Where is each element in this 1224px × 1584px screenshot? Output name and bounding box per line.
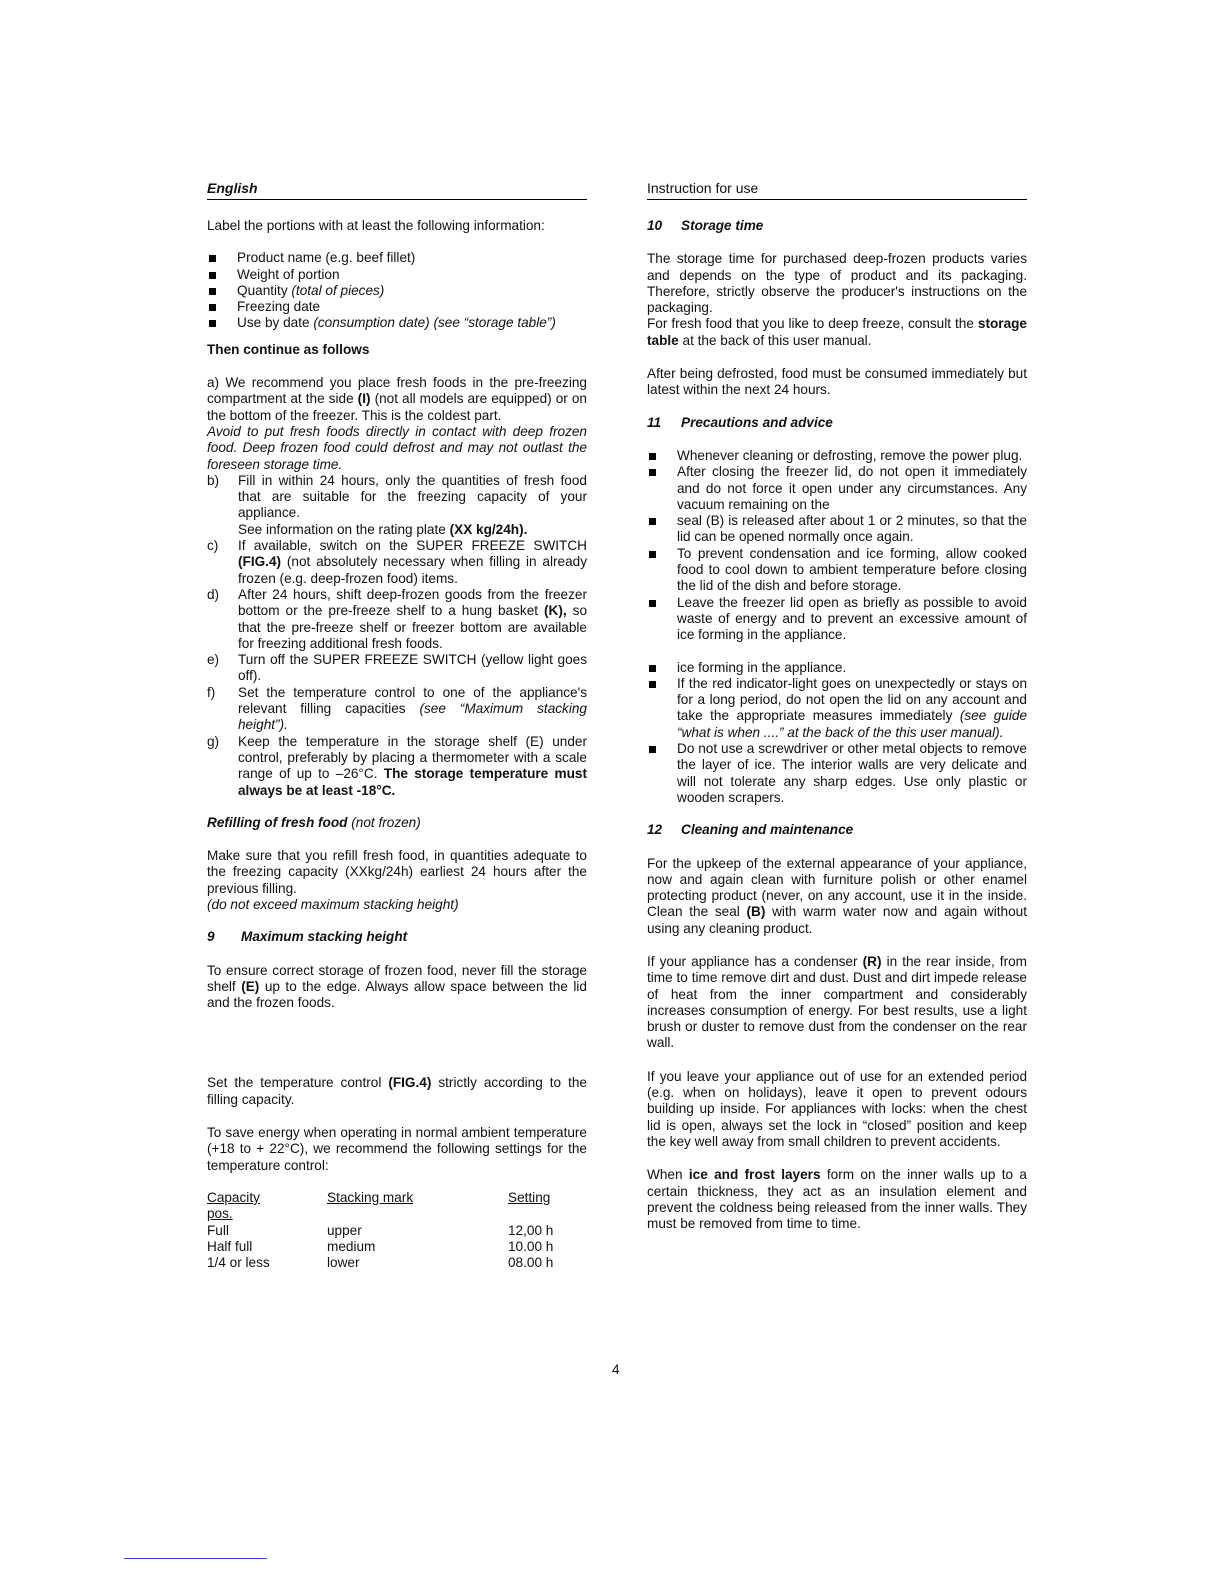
label-intro: Label the portions with at least the following information: (207, 218, 545, 233)
step-b: b) Fill in within 24 hours, only the quantities of fresh food that are suitable for the freezing capacity of your appliance. See information on the rating plate (XX kg/24h). (207, 472, 587, 537)
footnote-divider (124, 1558, 267, 1559)
continue-heading: Then continue as follows (207, 341, 370, 357)
section-11-heading: 11 Precautions and advice (647, 414, 833, 430)
refill-note: (do not exceed maximum stacking height) (207, 896, 459, 912)
temp-control-text: Set the temperature control (FIG.4) strictly according to the filling capacity. (207, 1075, 587, 1107)
table-cell: upper (327, 1222, 362, 1238)
table-cell: 10.00 h (508, 1238, 554, 1254)
list-item: Weight of portion (207, 267, 587, 283)
table-header: Capacity pos. (207, 1189, 260, 1222)
table-cell: 1/4 or less (207, 1255, 270, 1271)
left-column (207, 180, 587, 1271)
section-12-condenser: If your appliance has a condenser (R) in the rear inside, from time to time remove dirt and dust. Dust and dirt impede release of heat from the inner compartment and considerably increases consumption of energy. For best results, use a light brush or duster to remove dust from the condenser on the rear wall. (647, 953, 1027, 1051)
table-cell: Full (207, 1222, 229, 1238)
step-e: e) Turn off the SUPER FREEZE SWITCH (yellow light goes off). (207, 652, 587, 684)
step-a: a) We recommend you place fresh foods in the pre-freezing compartment at the side (I) (not all models are equipped) or on the bottom of the freezer. This is the coldest part. (207, 375, 587, 423)
right-column (647, 180, 1027, 1232)
step-g: g) Keep the temperature in the storage shelf (E) under control, preferably by placing a thermometer with a scale range of up to –26°C. The storage temperature must always be at least -18°C. (207, 733, 587, 798)
list-item: Whenever cleaning or defrosting, remove the power plug. (647, 448, 1027, 464)
section-10-text: The storage time for purchased deep-frozen products varies and depends on the type of product and its packaging. Therefore, strictly observe the producer's instructions on the packaging. (647, 251, 1027, 316)
capacity-table (207, 1190, 587, 1271)
precautions-list-2 (647, 660, 1027, 807)
list-item: Product name (e.g. beef fillet) (207, 250, 587, 266)
list-item: Use by date (consumption date) (see “storage table”) (207, 315, 587, 331)
section-12-upkeep: For the upkeep of the external appearance of your appliance, now and again clean with furniture polish or other enamel protecting product (never, on any account, use it in the inside. Clean the seal (B) with warm water now and again without using any cleaning product. (647, 855, 1027, 936)
page-number: 4 (612, 1362, 620, 1377)
section-9-heading: 9 Maximum stacking height (207, 929, 408, 945)
table-cell: Half full (207, 1238, 253, 1254)
steps-list (207, 473, 587, 799)
step-d: d) After 24 hours, shift deep-frozen goods from the freezer bottom or the pre-freeze shelf to a hung basket (K), so that the pre-freeze shelf or freezer bottom are available for freezing additional fresh foods. (207, 586, 588, 651)
list-item: Quantity (total of pieces) (207, 283, 587, 299)
section-12-heading: 12 Cleaning and maintenance (647, 822, 854, 838)
refill-text: Make sure that you refill fresh food, in quantities adequate to the freezing capacity (XXkg/24h) earliest 24 hours after the previous filling. (207, 848, 587, 896)
section-12-out-of-use: If you leave your appliance out of use for an extended period (e.g. when on holidays), leave it open to prevent odours building up inside. For appliances with locks: when the chest lid is open, always set the lock in “closed” position and keep the key well away from small children to prevent accidents. (647, 1068, 1027, 1149)
list-item: If the red indicator-light goes on unexpectedly or stays on for a long period, do not open the lid on any account and take the appropriate measures immediately (see guide “what is when ....” at the back of the this user manual). (647, 676, 1027, 741)
energy-text: To save energy when operating in normal ambient temperature (+18 to + 22°C), we recommend the following settings for the temperature control: (207, 1125, 587, 1173)
section-10-storage-table: For fresh food that you like to deep freeze, consult the storage table at the back of this user manual. (647, 316, 1027, 348)
section-12-ice-layers: When ice and frost layers form on the inner walls up to a certain thickness, they act as an insulation element and prevent the coldness being released from the inner walls. They must be removed from time to time. (647, 1167, 1027, 1232)
section-10-heading: 10 Storage time (647, 218, 764, 233)
table-cell: medium (327, 1238, 376, 1254)
table-cell: 12,00 h (508, 1222, 554, 1238)
table-header: Stacking mark (327, 1189, 414, 1205)
header-title: Instruction for use (647, 180, 1027, 200)
precautions-list (647, 448, 1027, 644)
list-item: Do not use a screwdriver or other metal objects to remove the layer of ice. The interior walls are very delicate and will not tolerate any sharp edges. Use only plastic or wooden scrapers. (647, 741, 1027, 806)
list-item: ice forming in the appliance. (647, 660, 1027, 676)
list-item: Freezing date (207, 299, 587, 315)
table-header: Setting (508, 1189, 551, 1205)
step-f: f) Set the temperature control to one of the appliance's relevant filling capacities (see “Maximum stacking height”). (207, 684, 587, 733)
list-item: seal (B) is released after about 1 or 2 minutes, so that the lid can be opened normally once again. (647, 513, 1027, 546)
list-item: To prevent condensation and ice forming, allow cooked food to cool down to ambient temperature before closing the lid of the dish and before storage. (647, 546, 1027, 595)
list-item: After closing the freezer lid, do not open it immediately and do not force it open under any circumstances. Any vacuum remaining on the (647, 464, 1027, 513)
list-item: Leave the freezer lid open as briefly as possible to avoid waste of energy and to prevent an excessive amount of ice forming in the appliance. (647, 595, 1027, 644)
label-list (207, 250, 587, 331)
section-9-text: To ensure correct storage of frozen food, never fill the storage shelf (E) up to the edge. Always allow space between the lid and the frozen foods. (207, 962, 587, 1011)
table-cell: 08.00 h (508, 1255, 554, 1271)
table-cell: lower (327, 1255, 360, 1271)
step-a-warning: Avoid to put fresh foods directly in contact with deep frozen food. Deep frozen food could defrost and may not outlast the foreseen storage time. (207, 423, 587, 472)
refill-heading: Refilling of fresh food (not frozen) (207, 814, 421, 830)
step-c: c) If available, switch on the SUPER FREEZE SWITCH (FIG.4) (not absolutely necessary when filling in already frozen (e.g. deep-frozen food) items. (207, 538, 587, 586)
section-10-defrost: After being defrosted, food must be consumed immediately but latest within the next 24 hours. (647, 366, 1027, 398)
header-language: English (207, 180, 587, 200)
